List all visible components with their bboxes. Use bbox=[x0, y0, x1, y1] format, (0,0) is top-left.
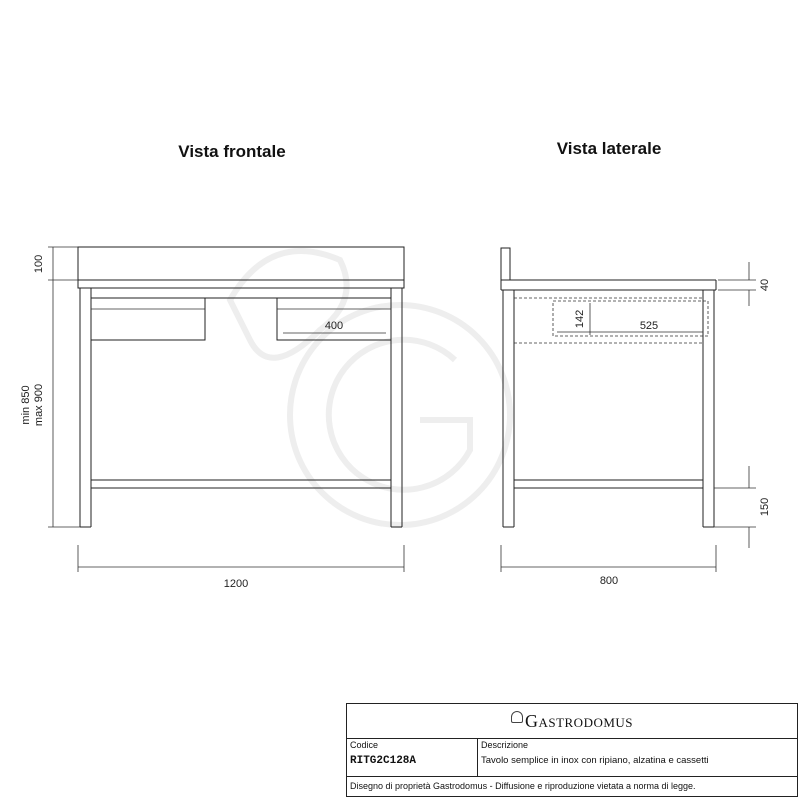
side-shelf bbox=[514, 480, 703, 488]
dim-front-height-max: max 900 bbox=[33, 383, 45, 427]
brand-name: Gastrodomus bbox=[524, 711, 634, 731]
dim-front-drawer-width: 400 bbox=[324, 320, 344, 332]
front-shelf bbox=[91, 480, 391, 488]
dim-front-backsplash: 100 bbox=[33, 254, 45, 274]
side-view-table bbox=[501, 248, 716, 527]
front-left-drawer bbox=[91, 298, 205, 340]
title-block-logo bbox=[347, 704, 797, 739]
descrizione-label: Descrizione bbox=[481, 740, 529, 750]
watermark-logo bbox=[230, 251, 510, 525]
dim-side-drawer-depth: 525 bbox=[639, 320, 659, 332]
chef-hat-icon bbox=[511, 711, 523, 723]
codice-cell bbox=[347, 738, 478, 776]
front-dimension-lines bbox=[48, 247, 404, 572]
dim-side-drawer-height: 142 bbox=[574, 309, 586, 329]
side-dimension-lines bbox=[501, 262, 756, 572]
codice-value: RITG2C128A bbox=[350, 755, 417, 767]
codice-label: Codice bbox=[350, 740, 379, 750]
dim-side-backsplash: 40 bbox=[759, 278, 771, 292]
copyright-footer: Disegno di proprietà Gastrodomus - Diffusione e riproduzione vietata a norma di legge. bbox=[350, 781, 696, 791]
dim-side-shelf-height: 150 bbox=[759, 497, 771, 517]
descrizione-value: Tavolo semplice in inox con ripiano, alzatina e cassetti bbox=[481, 755, 709, 766]
dim-front-width: 1200 bbox=[223, 578, 249, 590]
title-block bbox=[346, 703, 798, 797]
dim-front-height-min: min 850 bbox=[20, 385, 32, 425]
front-view-table bbox=[78, 247, 404, 527]
dim-side-depth: 800 bbox=[599, 575, 619, 587]
descrizione-cell bbox=[478, 738, 797, 776]
front-view-title: Vista frontale bbox=[178, 142, 286, 161]
side-view-title: Vista laterale bbox=[556, 139, 662, 158]
